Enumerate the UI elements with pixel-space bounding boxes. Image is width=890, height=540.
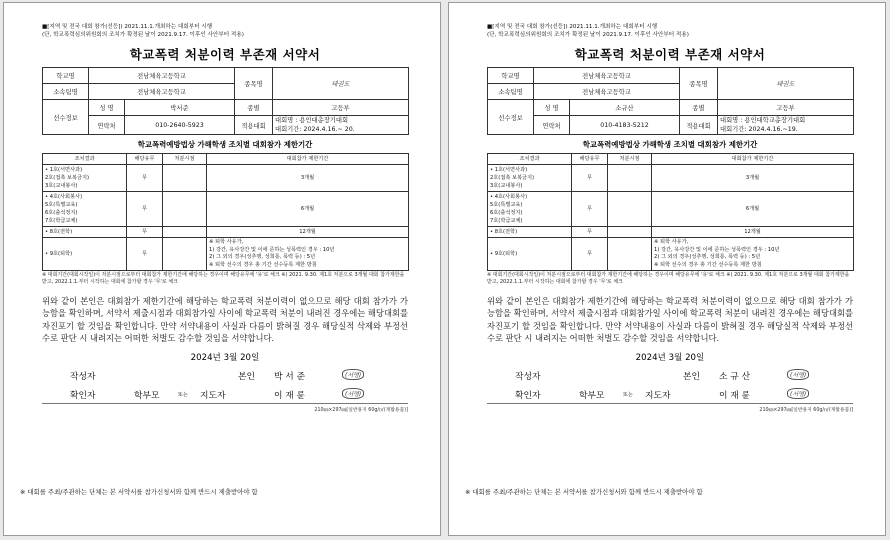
phone-value: 010-4183-5212 [570, 116, 680, 135]
label-event: 종목명 [680, 68, 718, 100]
row-time [608, 192, 652, 227]
row-has: 무 [127, 165, 163, 192]
header-measure: 조치결과 [488, 154, 572, 165]
writer-name: 박 서 준 [274, 372, 306, 383]
confirm-signature-line [487, 388, 853, 401]
document-body [487, 23, 853, 413]
athlete-name: 소규산 [570, 100, 680, 116]
writer-signature-line [42, 369, 408, 382]
row-period: 12개월 [207, 227, 409, 238]
label-school: 학교명 [43, 68, 89, 84]
header-period: 대회참가 제한기간 [207, 154, 409, 165]
row-has: 무 [572, 192, 608, 227]
restriction-footnote: ※ 대회기간(대회시작일)이 처분시점으로부터 대회참가 제한기간에 해당하는 경우이며 해당유무에 '유'로 체크 ※) 2021. 9.30. 제1호 처분으로 3개월 대회 참가제한을 받고, 2022.1.1.부터 시작하는 대회에 참가할 경우 '무'로 체크 [487, 272, 850, 285]
self-label: 본인 [683, 372, 700, 383]
top-note-1: ■[지역 및 전국 대회 참가(선등]) 2021.11.1.개최하는 대회부터 시행 [487, 24, 658, 30]
phone-value: 010-2640-5923 [125, 116, 235, 135]
confirm-parent: 학부모 [134, 391, 160, 402]
oath-date: 2024년 3월 20일 [635, 353, 705, 364]
athlete-info-table [487, 67, 854, 135]
oath-text: 위와 같이 본인은 대회참가 제한기간에 해당하는 학교폭력 처분이력이 없으므로 해당 대회 참가가 가능함을 확인하며, 서약서 제출시점과 대회참가일 사이에 학교폭력 처분이 내려진 경우에는 해당대회를 자진포기 할 것임을 확인합니다. 만약 서약내용이 사실과 다름이 밝혀질 경우 해당실적 삭제와 부정선수로 판단 시 내려지는 어떠한 처벌도 감수할 것임을 서약합니다. [487, 296, 853, 343]
confirm-or: 또는 [178, 392, 188, 399]
confirm-signature-line [42, 388, 408, 401]
row-period: 6개월 [207, 192, 409, 227]
restriction-footnote: ※ 대회기간(대회시작일)이 처분시점으로부터 대회참가 제한기간에 해당하는 경우이며 해당유무에 '유'로 체크 ※) 2021. 9.30. 제1호 처분으로 3개월 대회 참가제한을 받고, 2022.1.1.부터 시작하는 대회에 참가할 경우 '무'로 체크 [42, 272, 405, 285]
label-gender: 종별 [235, 100, 273, 116]
label-competition: 적용대회 [235, 116, 273, 135]
row-has: 무 [127, 227, 163, 238]
confirm-label: 확인자 [70, 391, 96, 402]
label-team: 소속팀명 [43, 84, 89, 100]
label-gender: 종별 [680, 100, 718, 116]
row-time [163, 165, 207, 192]
writer-label: 작성자 [70, 372, 96, 383]
row-measure: • 9호(퇴학) [488, 238, 572, 271]
document-title: 학교폭력 처분이력 부존재 서약서 [129, 47, 321, 62]
confirm-parent: 학부모 [579, 391, 605, 402]
writer-signature-stamp: (서명) [787, 369, 809, 380]
competition-name: 대회명 : 용인대학교총장기대회 [720, 117, 806, 124]
label-event: 종목명 [235, 68, 273, 100]
confirm-or: 또는 [623, 392, 633, 399]
row-period: 3개월 [207, 165, 409, 192]
gender-value: 고등부 [273, 100, 409, 116]
top-note-1: ■[지역 및 전국 대회 참가(선등]) 2021.11.1.개최하는 대회부터 시행 [42, 24, 213, 30]
top-note-2: (단, 학교폭력심의위원회의 조치가 확정된 날이 2021.9.17. 이후인 사안부터 적용) [487, 32, 689, 38]
row-period: 3개월 [652, 165, 854, 192]
confirm-signature-stamp: (서명) [342, 388, 364, 399]
restriction-table [487, 153, 854, 271]
row-has: 무 [572, 165, 608, 192]
row-time [163, 227, 207, 238]
top-note-2: (단, 학교폭력심의위원회의 조치가 확정된 날이 2021.9.17. 이후인 사안부터 적용) [42, 32, 244, 38]
row-has: 무 [127, 192, 163, 227]
row-measure: • 4호(사회봉사) 5호(특별교육) 6호(출석정지) 7호(학급교체) [488, 192, 572, 227]
document-page-right [448, 2, 886, 536]
row-measure: • 8호(전학) [43, 227, 127, 238]
row-time [608, 165, 652, 192]
writer-label: 작성자 [515, 372, 541, 383]
row-period: ※ 퇴학 사유가, 1) 강간, 유사강간 및 이에 준하는 성폭력인 경우 : 10년 2) 그 외의 경우(성추행, 성희롱, 폭력 등) : 5년 ※ 퇴학 선수의 경우 총 기간 선수등록 제한 방침 [652, 238, 854, 271]
row-measure: • 1호(서면사과) 2호(접촉 보복금지) 3호(교내봉사) [488, 165, 572, 192]
label-athlete-info: 선수정보 [43, 100, 89, 135]
event-value: 태권도 [273, 68, 409, 100]
competition-period: 대회기간: 2024.4.16.~19. [720, 126, 798, 133]
confirm-label: 확인자 [515, 391, 541, 402]
row-period: 6개월 [652, 192, 854, 227]
confirm-name: 이 재 륜 [719, 391, 751, 402]
restriction-table [42, 153, 409, 271]
writer-signature-stamp: (서명) [342, 369, 364, 380]
bottom-note: ※ 대회를 주최/주관하는 단체는 본 서약서를 참가신청서와 함께 반드시 제출받아야 함 [20, 488, 258, 496]
document-page-left [3, 2, 441, 536]
row-has: 무 [127, 238, 163, 271]
restriction-title: 학교폭력예방법상 가해학생 조치별 대회참가 제한기간 [137, 140, 313, 149]
row-measure: • 4호(사회봉사) 5호(특별교육) 6호(출석정지) 7호(학급교체) [43, 192, 127, 227]
row-has: 무 [572, 227, 608, 238]
header-has: 해당유무 [127, 154, 163, 165]
row-time [608, 238, 652, 271]
row-time [163, 238, 207, 271]
header-has: 해당유무 [572, 154, 608, 165]
competition-period: 대회기간: 2024.4.16.~ 20. [275, 126, 355, 133]
divider [42, 403, 408, 404]
event-value: 태권도 [718, 68, 854, 100]
row-period: ※ 퇴학 사유가, 1) 강간, 유사강간 및 이에 준하는 성폭력인 경우 : 10년 2) 그 외의 경우(성추행, 성희롱, 폭력 등) : 5년 ※ 퇴학 선수의 경우 총 기간 선수등록 제한 방침 [207, 238, 409, 271]
row-time [608, 227, 652, 238]
label-athlete-info: 선수정보 [488, 100, 534, 135]
row-measure: • 1호(서면사과) 2호(접촉 보복금지) 3호(교내봉사) [43, 165, 127, 192]
row-measure: • 9호(퇴학) [43, 238, 127, 271]
self-label: 본인 [238, 372, 255, 383]
competition-info [718, 116, 854, 135]
label-name: 성 명 [534, 100, 570, 116]
competition-info [273, 116, 409, 135]
confirm-signature-stamp: (서명) [787, 388, 809, 399]
document-title: 학교폭력 처분이력 부존재 서약서 [574, 47, 766, 62]
confirm-coach: 지도자 [200, 391, 226, 402]
oath-date: 2024년 3월 20일 [190, 353, 260, 364]
header-time: 처분시점 [608, 154, 652, 165]
row-measure: • 8호(전학) [488, 227, 572, 238]
label-contact: 연락처 [89, 116, 125, 135]
athlete-name: 박서준 [125, 100, 235, 116]
school-name: 전남체육고등학교 [89, 68, 235, 84]
row-has: 무 [572, 238, 608, 271]
team-name: 전남체육고등학교 [534, 84, 680, 100]
divider [487, 403, 853, 404]
label-contact: 연락처 [534, 116, 570, 135]
gender-value: 고등부 [718, 100, 854, 116]
bottom-note: ※ 대회를 주최/주관하는 단체는 본 서약서를 참가신청서와 함께 반드시 제출받아야 함 [465, 488, 703, 496]
row-period: 12개월 [652, 227, 854, 238]
writer-signature-line [487, 369, 853, 382]
competition-name: 대회명 : 용인대총장기대회 [275, 117, 349, 124]
oath-text: 위와 같이 본인은 대회참가 제한기간에 해당하는 학교폭력 처분이력이 없으므로 해당 대회 참가가 가능함을 확인하며, 서약서 제출시점과 대회참가일 사이에 학교폭력 처분이 내려진 경우에는 해당대회를 자진포기 할 것임을 확인합니다. 만약 서약내용이 사실과 다름이 밝혀질 경우 해당실적 삭제와 부정선수로 판단 시 내려지는 어떠한 처벌도 감수할 것임을 서약합니다. [42, 296, 408, 343]
header-measure: 조치결과 [43, 154, 127, 165]
label-team: 소속팀명 [488, 84, 534, 100]
paper-spec: 210㎜×297㎜[일반용지 60g/㎡(재활용품)] [759, 408, 853, 414]
header-period: 대회참가 제한기간 [652, 154, 854, 165]
header-time: 처분시점 [163, 154, 207, 165]
athlete-info-table [42, 67, 409, 135]
school-name: 전남체육고등학교 [534, 68, 680, 84]
row-time [163, 192, 207, 227]
restriction-title: 학교폭력예방법상 가해학생 조치별 대회참가 제한기간 [582, 140, 758, 149]
writer-name: 소 규 산 [719, 372, 751, 383]
label-competition: 적용대회 [680, 116, 718, 135]
document-body [42, 23, 408, 413]
team-name: 전남체육고등학교 [89, 84, 235, 100]
paper-spec: 210㎜×297㎜[일반용지 60g/㎡(재활용품)] [314, 408, 408, 414]
confirm-name: 이 재 륜 [274, 391, 306, 402]
label-name: 성 명 [89, 100, 125, 116]
label-school: 학교명 [488, 68, 534, 84]
confirm-coach: 지도자 [645, 391, 671, 402]
